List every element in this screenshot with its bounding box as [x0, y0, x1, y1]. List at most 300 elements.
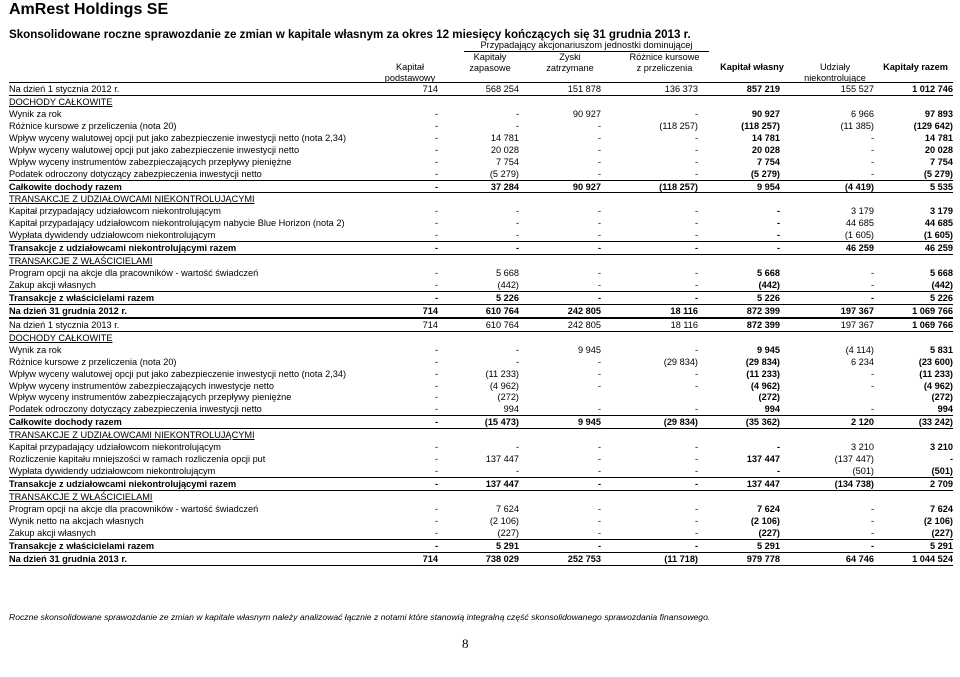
- cell-col-2: 9 945: [578, 344, 601, 355]
- cell-col-0: -: [434, 392, 438, 403]
- cell-col-3: -: [694, 168, 698, 179]
- cell-col-4: 872 399: [746, 319, 780, 330]
- cell-col-4: (442): [758, 280, 780, 290]
- cell-col-1: 7 624: [496, 503, 519, 514]
- cell-col-0: -: [434, 356, 438, 367]
- cell-col-4: -: [776, 243, 780, 254]
- table-row: [9, 515, 953, 527]
- cell-col-1: -: [515, 108, 519, 119]
- cell-col-5: -: [870, 132, 874, 143]
- cell-col-4: (29 834): [745, 356, 780, 367]
- cell-col-2: -: [597, 206, 601, 217]
- cell-col-6: 5 535: [930, 181, 953, 192]
- cell-col-3: 18 116: [670, 305, 698, 316]
- cell-col-4: 137 447: [746, 454, 780, 465]
- cell-col-3: -: [694, 479, 698, 489]
- section-header: [9, 96, 953, 108]
- cell-col-2: -: [597, 356, 601, 367]
- cell-col-3: -: [694, 442, 698, 453]
- row-label: Podatek odroczony dotyczący zabezpieczenia inwestycji netto: [9, 168, 262, 179]
- cell-col-3: -: [694, 280, 698, 290]
- header-col-retained: [535, 52, 605, 74]
- cell-col-0: -: [434, 218, 438, 229]
- cell-col-2: -: [597, 454, 601, 465]
- company-name: AmRest Holdings SE: [9, 1, 169, 18]
- table-row: [9, 132, 953, 144]
- header-group-label: Przypadający akcjonariuszom jednostki dominującej: [480, 40, 693, 50]
- cell-col-4: 5 668: [757, 268, 780, 279]
- table-row: [9, 229, 953, 241]
- cell-col-1: (15 473): [484, 417, 519, 428]
- cell-col-0: -: [434, 527, 438, 538]
- cell-col-1: 568 254: [485, 84, 519, 94]
- row-label: Kapitał przypadający udziałowcom niekontrolującym nabycie Blue Horizon (nota 2): [9, 218, 345, 229]
- row-label: Transakcje z właścicielami razem: [9, 292, 155, 303]
- cell-col-6: (11 233): [919, 368, 953, 379]
- cell-col-1: (4 962): [489, 380, 519, 391]
- cell-col-6: 1 012 746: [912, 84, 953, 94]
- cell-col-1: 5 291: [496, 540, 519, 551]
- cell-col-2: -: [597, 380, 601, 391]
- header-col-fx: [617, 52, 712, 74]
- cell-col-0: -: [434, 479, 438, 489]
- cell-col-5: (501): [852, 466, 874, 477]
- cell-col-6: 7 624: [930, 503, 953, 514]
- header-col-capital: [380, 62, 440, 84]
- cell-col-1: 20 028: [490, 144, 519, 155]
- cell-col-3: -: [694, 206, 698, 217]
- cell-col-0: -: [434, 230, 438, 241]
- row-label: DOCHODY CAŁKOWITE: [9, 96, 113, 107]
- section-header: [9, 429, 953, 441]
- table-row: [9, 279, 953, 291]
- cell-col-0: -: [434, 206, 438, 217]
- row-label: Zakup akcji własnych: [9, 527, 96, 538]
- header-col-reserves: [455, 52, 525, 74]
- cell-col-6: 97 893: [924, 108, 953, 119]
- cell-col-4: 137 447: [746, 479, 780, 489]
- cell-col-3: -: [694, 515, 698, 526]
- section-header: [9, 255, 953, 267]
- table-row: [9, 291, 953, 305]
- cell-col-6: (227): [931, 527, 953, 538]
- cell-col-0: -: [434, 108, 438, 119]
- cell-col-2: 252 753: [567, 553, 601, 564]
- header-col-fx-line2: z przeliczenia: [636, 63, 693, 73]
- cell-col-5: 64 746: [845, 553, 874, 564]
- cell-col-4: 979 778: [746, 553, 780, 564]
- cell-col-6: 20 028: [924, 144, 953, 155]
- cell-col-1: 7 754: [496, 156, 519, 167]
- cell-col-4: 20 028: [751, 144, 780, 155]
- cell-col-5: -: [870, 515, 874, 526]
- cell-col-1: -: [515, 230, 519, 241]
- cell-col-4: -: [776, 218, 780, 229]
- table-row: [9, 441, 953, 453]
- cell-col-3: (11 718): [664, 553, 698, 564]
- cell-col-6: 44 685: [924, 218, 953, 229]
- table-row: [9, 356, 953, 368]
- cell-col-2: 242 805: [567, 319, 601, 330]
- cell-col-6: -: [949, 454, 953, 465]
- table-row: [9, 368, 953, 380]
- cell-col-0: -: [434, 268, 438, 279]
- row-label: Na dzień 1 stycznia 2012 r.: [9, 84, 120, 94]
- cell-col-4: -: [776, 206, 780, 217]
- cell-col-5: -: [870, 292, 874, 303]
- row-label: Na dzień 31 grudnia 2013 r.: [9, 553, 127, 564]
- header-col-equity-line1: Kapitał własny: [720, 62, 784, 72]
- footnote: Roczne skonsolidowane sprawozdanie ze zmian w kapitale własnym należy analizować łącznie z notami które stanowią integralną część skonsolidowanego sprawozdania finansowego.: [9, 612, 711, 622]
- cell-col-5: 2 120: [851, 417, 874, 428]
- cell-col-0: -: [434, 292, 438, 303]
- cell-col-5: 3 179: [851, 206, 874, 217]
- cell-col-2: -: [597, 156, 601, 167]
- cell-col-6: (23 600): [918, 356, 953, 367]
- row-label: Całkowite dochody razem: [9, 181, 122, 192]
- cell-col-4: (4 962): [750, 380, 780, 391]
- cell-col-3: (118 257): [659, 181, 698, 192]
- cell-col-1: 137 447: [485, 454, 519, 465]
- section-header: [9, 491, 953, 503]
- cell-col-2: -: [597, 280, 601, 290]
- cell-col-2: -: [597, 503, 601, 514]
- cell-col-6: 2 709: [930, 479, 953, 489]
- row-label: Na dzień 1 stycznia 2013 r.: [9, 319, 120, 330]
- page-number: 8: [462, 636, 469, 651]
- cell-col-3: -: [694, 292, 698, 303]
- cell-col-5: -: [870, 380, 874, 391]
- cell-col-4: -: [776, 466, 780, 477]
- cell-col-3: -: [694, 380, 698, 391]
- row-label: Wypłata dywidendy udziałowcom niekontrolującym: [9, 466, 216, 477]
- cell-col-6: 994: [937, 404, 953, 415]
- cell-col-2: -: [597, 243, 601, 254]
- row-label: TRANSAKCJE Z UDZIAŁOWCAMI NIEKONTROLUJĄCYMI: [9, 194, 255, 205]
- cell-col-2: -: [597, 230, 601, 241]
- cell-col-2: -: [597, 144, 601, 155]
- row-label: Program opcji na akcje dla pracowników - wartość świadczeń: [9, 503, 259, 514]
- header-col-total-line1: Kapitały razem: [883, 62, 948, 72]
- section-header: [9, 332, 953, 344]
- section-header: [9, 193, 953, 205]
- cell-col-0: -: [434, 132, 438, 143]
- cell-col-0: 714: [422, 553, 438, 564]
- cell-col-3: -: [694, 540, 698, 551]
- cell-col-3: (118 257): [659, 120, 698, 131]
- row-label: Na dzień 31 grudnia 2012 r.: [9, 305, 127, 316]
- table-row: [9, 168, 953, 180]
- cell-col-4: 5 226: [757, 292, 780, 303]
- cell-col-3: -: [694, 218, 698, 229]
- cell-col-5: -: [870, 503, 874, 514]
- cell-col-4: -: [776, 442, 780, 453]
- cell-col-2: -: [597, 404, 601, 415]
- cell-col-3: (29 834): [663, 417, 698, 428]
- cell-col-6: 14 781: [924, 132, 953, 143]
- cell-col-5: (4 114): [845, 344, 874, 355]
- row-label: Wynik za rok: [9, 344, 62, 355]
- cell-col-5: -: [870, 268, 874, 279]
- cell-col-0: 714: [422, 305, 438, 316]
- cell-col-5: (134 738): [834, 479, 874, 489]
- cell-col-3: -: [694, 132, 698, 143]
- cell-col-5: (1 605): [844, 230, 874, 241]
- cell-col-2: -: [597, 218, 601, 229]
- table-row: [9, 415, 953, 429]
- table-row: [9, 305, 953, 318]
- cell-col-3: -: [694, 243, 698, 254]
- cell-col-3: -: [694, 503, 698, 514]
- cell-col-3: -: [694, 230, 698, 241]
- header-col-equity: [712, 62, 792, 73]
- cell-col-5: -: [870, 540, 874, 551]
- cell-col-6: 5 291: [930, 540, 953, 551]
- cell-col-0: 714: [422, 84, 438, 94]
- cell-col-0: -: [434, 120, 438, 131]
- cell-col-1: 5 226: [496, 292, 519, 303]
- cell-col-4: (35 362): [745, 417, 780, 428]
- header-col-nci-line1: Udziały: [819, 62, 851, 72]
- cell-col-6: 46 259: [924, 243, 953, 254]
- cell-col-0: -: [434, 168, 438, 179]
- cell-col-1: -: [515, 218, 519, 229]
- table-row: [9, 108, 953, 120]
- cell-col-5: -: [870, 368, 874, 379]
- cell-col-6: (442): [931, 280, 953, 290]
- header-col-capital-line2: podstawowy: [384, 73, 436, 83]
- cell-col-5: -: [870, 280, 874, 290]
- cell-col-4: 9 945: [757, 344, 780, 355]
- table-row: [9, 465, 953, 477]
- cell-col-4: (227): [758, 527, 780, 538]
- row-label: Wpływ wyceny walutowej opcji put jako zabezpieczenie inwestycji netto: [9, 144, 300, 155]
- cell-col-4: (11 233): [746, 368, 780, 379]
- cell-col-0: -: [434, 144, 438, 155]
- table-row: [9, 205, 953, 217]
- row-label: Wypłata dywidendy udziałowcom niekontrolującym: [9, 230, 216, 241]
- table-row: [9, 120, 953, 132]
- table-row: [9, 503, 953, 515]
- cell-col-2: -: [597, 268, 601, 279]
- cell-col-2: -: [597, 442, 601, 453]
- cell-col-6: 3 210: [930, 442, 953, 453]
- cell-col-5: -: [870, 404, 874, 415]
- cell-col-4: 857 219: [746, 84, 780, 94]
- cell-col-2: -: [597, 292, 601, 303]
- cell-col-1: (442): [497, 280, 519, 290]
- cell-col-5: (4 419): [844, 181, 874, 192]
- cell-col-2: -: [597, 479, 601, 489]
- header-col-total: [873, 62, 958, 73]
- cell-col-0: -: [434, 156, 438, 167]
- cell-col-4: (5 279): [750, 168, 780, 179]
- cell-col-4: -: [776, 230, 780, 241]
- cell-col-0: -: [434, 380, 438, 391]
- cell-col-3: -: [694, 144, 698, 155]
- cell-col-1: -: [515, 442, 519, 453]
- cell-col-5: 44 685: [845, 218, 874, 229]
- cell-col-2: 151 878: [567, 84, 601, 94]
- cell-col-6: (5 279): [923, 168, 953, 179]
- table-row: [9, 82, 953, 96]
- cell-col-1: (227): [497, 527, 519, 538]
- table-row: [9, 267, 953, 279]
- cell-col-1: -: [515, 344, 519, 355]
- cell-col-0: -: [434, 243, 438, 254]
- cell-col-1: 610 764: [485, 319, 519, 330]
- cell-col-1: 738 029: [485, 553, 519, 564]
- cell-col-5: 6 966: [851, 108, 874, 119]
- cell-col-5: 3 210: [851, 442, 874, 453]
- cell-col-5: -: [870, 156, 874, 167]
- header-col-nci-line2: niekontrolujące: [804, 73, 866, 83]
- cell-col-4: 7 754: [757, 156, 780, 167]
- cell-col-3: -: [694, 344, 698, 355]
- cell-col-6: 5 668: [930, 268, 953, 279]
- header-col-nci: [790, 62, 880, 84]
- cell-col-5: 155 527: [840, 84, 874, 94]
- table-row: [9, 553, 953, 566]
- cell-col-1: (2 106): [489, 515, 519, 526]
- cell-col-1: -: [515, 243, 519, 254]
- cell-col-1: 610 764: [485, 305, 519, 316]
- row-label: Transakcje z udziałowcami niekontrolującymi razem: [9, 243, 237, 254]
- header-col-retained-line2: zatrzymane: [546, 63, 594, 73]
- row-label: Transakcje z udziałowcami niekontrolującymi razem: [9, 479, 237, 489]
- table-row: [9, 241, 953, 255]
- cell-col-3: -: [694, 454, 698, 465]
- row-label: Transakcje z właścicielami razem: [9, 540, 155, 551]
- cell-col-4: (118 257): [741, 120, 780, 131]
- statement-title: Skonsolidowane roczne sprawozdanie ze zmian w kapitale własnym za okres 12 miesięcy kończących się 31 grudnia 2013 r.: [9, 28, 691, 41]
- cell-col-6: (501): [931, 466, 953, 477]
- table-row: [9, 453, 953, 465]
- cell-col-0: -: [434, 454, 438, 465]
- row-label: TRANSAKCJE Z WŁAŚCICIELAMI: [9, 491, 153, 502]
- table-row: [9, 539, 953, 553]
- table-row: [9, 344, 953, 356]
- cell-col-1: 994: [503, 404, 519, 415]
- cell-col-2: -: [597, 540, 601, 551]
- row-label: TRANSAKCJE Z UDZIAŁOWCAMI NIEKONTROLUJĄCYMI: [9, 430, 255, 441]
- header-col-reserves-line1: Kapitały: [473, 52, 507, 62]
- cell-col-5: 197 367: [840, 305, 874, 316]
- cell-col-1: (11 233): [485, 368, 519, 379]
- cell-col-2: -: [597, 515, 601, 526]
- cell-col-6: (2 106): [923, 515, 953, 526]
- row-label: Wpływ wyceny walutowej opcji put jako zabezpieczenie inwestycji netto (nota 2,34): [9, 132, 347, 143]
- table-row: [9, 144, 953, 156]
- cell-col-3: -: [694, 268, 698, 279]
- row-label: Wpływ wyceny walutowej opcji put jako zabezpieczenie inwestycji netto (nota 2,34): [9, 368, 347, 379]
- equity-table: [9, 82, 953, 566]
- cell-col-2: 90 927: [572, 181, 601, 192]
- row-label: Wynik netto na akcjach własnych: [9, 515, 144, 526]
- cell-col-5: -: [870, 168, 874, 179]
- cell-col-2: -: [597, 466, 601, 477]
- cell-col-3: -: [694, 368, 698, 379]
- cell-col-4: 7 624: [757, 503, 780, 514]
- row-label: Różnice kursowe z przeliczenia (nota 20): [9, 120, 177, 131]
- cell-col-6: (272): [931, 392, 953, 403]
- row-label: Całkowite dochody razem: [9, 417, 122, 428]
- table-row: [9, 391, 953, 403]
- cell-col-6: 3 179: [930, 206, 953, 217]
- row-label: Wpływ wyceny instrumentów zabezpieczających inwestycje netto: [9, 380, 275, 391]
- cell-col-1: -: [515, 120, 519, 131]
- row-label: Zakup akcji własnych: [9, 280, 96, 290]
- cell-col-1: (5 279): [489, 168, 519, 179]
- cell-col-2: -: [597, 132, 601, 143]
- row-label: TRANSAKCJE Z WŁAŚCICIELAMI: [9, 256, 153, 267]
- cell-col-5: 197 367: [840, 319, 874, 330]
- cell-col-0: -: [434, 417, 438, 428]
- cell-col-0: -: [434, 404, 438, 415]
- cell-col-3: -: [694, 156, 698, 167]
- table-row: [9, 380, 953, 392]
- cell-col-2: 9 945: [578, 417, 601, 428]
- cell-col-5: -: [870, 527, 874, 538]
- cell-col-4: 5 291: [757, 540, 780, 551]
- cell-col-4: 90 927: [751, 108, 780, 119]
- cell-col-5: -: [870, 144, 874, 155]
- cell-col-1: -: [515, 206, 519, 217]
- cell-col-4: 994: [764, 404, 780, 415]
- table-row: [9, 180, 953, 194]
- cell-col-0: -: [434, 280, 438, 290]
- cell-col-1: 5 668: [496, 268, 519, 279]
- cell-col-6: (4 962): [923, 380, 953, 391]
- cell-col-3: 18 116: [670, 319, 698, 330]
- cell-col-0: -: [434, 368, 438, 379]
- cell-col-0: -: [434, 503, 438, 514]
- cell-col-0: -: [434, 515, 438, 526]
- cell-col-4: 872 399: [746, 305, 780, 316]
- cell-col-3: 136 373: [664, 84, 698, 94]
- cell-col-5: 46 259: [845, 243, 874, 254]
- cell-col-2: 90 927: [572, 108, 601, 119]
- cell-col-2: 242 805: [567, 305, 601, 316]
- cell-col-5: (11 385): [840, 120, 874, 131]
- cell-col-4: 9 954: [757, 181, 780, 192]
- cell-col-6: 1 069 766: [912, 319, 953, 330]
- table-row: [9, 318, 953, 332]
- cell-col-6: 1 069 766: [912, 305, 953, 316]
- row-label: Rozliczenie kapitału mniejszości w ramach rozliczenia opcji put: [9, 454, 266, 465]
- cell-col-6: (129 642): [913, 120, 953, 131]
- cell-col-6: 5 226: [930, 292, 953, 303]
- cell-col-2: -: [597, 527, 601, 538]
- cell-col-4: 14 781: [751, 132, 780, 143]
- cell-col-0: -: [434, 466, 438, 477]
- cell-col-1: -: [515, 356, 519, 367]
- cell-col-3: -: [694, 466, 698, 477]
- cell-col-2: -: [597, 368, 601, 379]
- row-label: Różnice kursowe z przeliczenia (nota 20): [9, 356, 177, 367]
- cell-col-3: (29 834): [663, 356, 698, 367]
- header-col-fx-line1: Różnice kursowe: [629, 52, 700, 62]
- cell-col-6: (1 605): [923, 230, 953, 241]
- row-label: Podatek odroczony dotyczący zabezpieczenia inwestycji netto: [9, 404, 262, 415]
- cell-col-6: (33 242): [918, 417, 953, 428]
- cell-col-5: (137 447): [834, 454, 874, 465]
- header-col-reserves-line2: zapasowe: [469, 63, 511, 73]
- row-label: Kapitał przypadający udziałowcom niekontrolującym: [9, 206, 221, 217]
- cell-col-3: -: [694, 108, 698, 119]
- cell-col-0: -: [434, 181, 438, 192]
- cell-col-0: -: [434, 442, 438, 453]
